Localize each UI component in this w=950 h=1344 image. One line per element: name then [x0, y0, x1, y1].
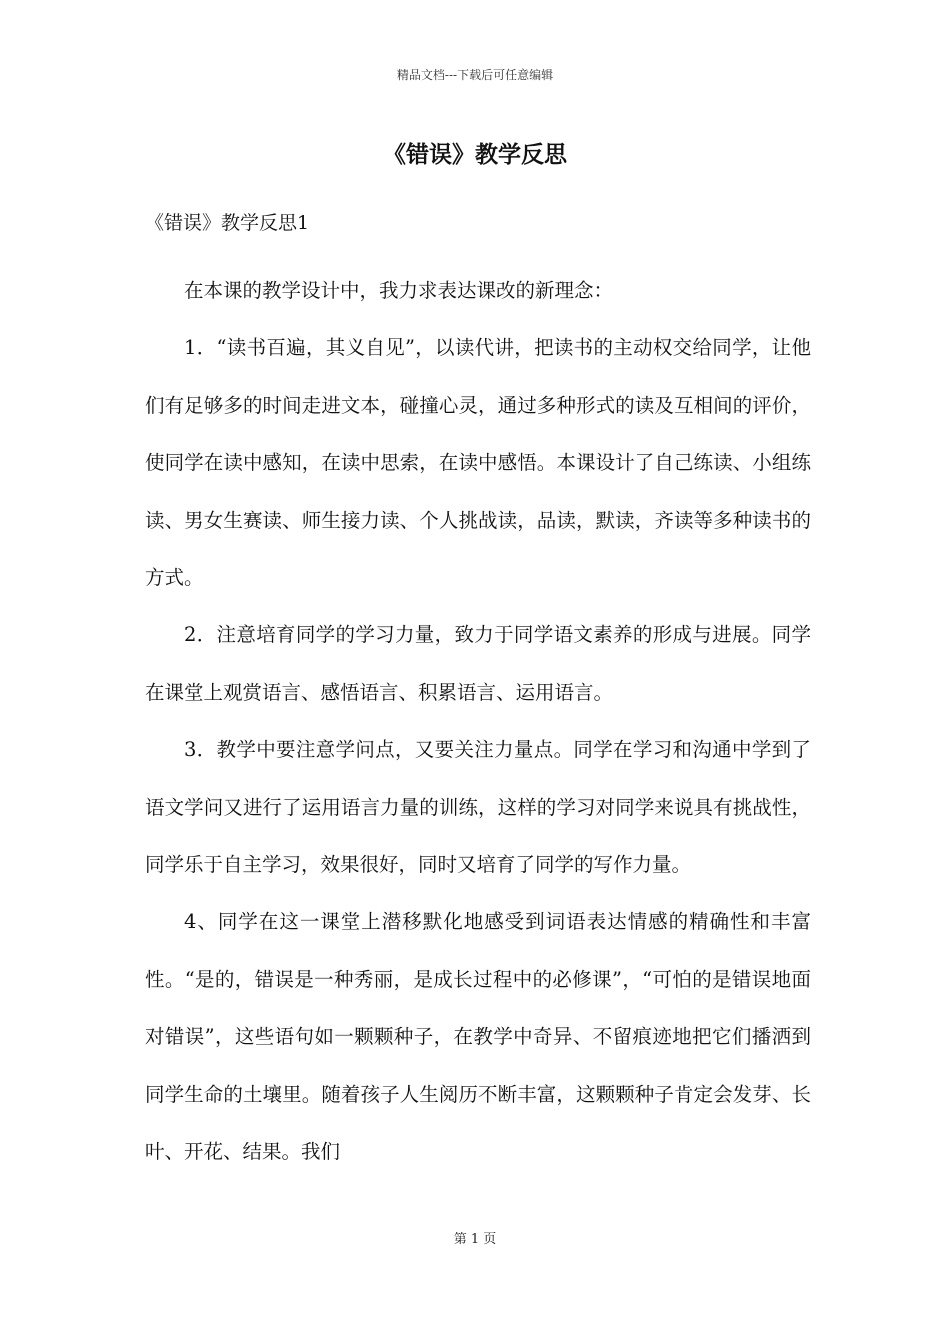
- document-title: 《错误》教学反思: [383, 141, 567, 168]
- header-note: 精品文档---下载后可任意编辑: [396, 68, 554, 82]
- paragraph-point-1: 1．“读书百遍，其义自见”，以读代讲，把读书的主动权交给同学，让他们有足够多的时间走进文本，碰撞心灵，通过多种形式的读及互相间的评价，使同学在读中感知，在读中思索，在读中感悟。本课设计了自己练读、小组练读、男女生赛读、师生接力读、个人挑战读，品读，默读，齐读等多种读书的方式。: [145, 336, 811, 590]
- page-number: 第 1 页: [453, 1232, 497, 1247]
- paragraph-point-3: 3．教学中要注意学问点，又要关注力量点。同学在学习和沟通中学到了语文学问又进行了运用语言力量的训练，这样的学习对同学来说具有挑战性，同学乐于自主学习，效果很好，同时又培育了同学的写作力量。: [145, 738, 811, 877]
- paragraph-intro: 在本课的教学设计中，我力求表达课改的新理念：: [184, 279, 614, 302]
- section-heading: 《错误》教学反思1: [145, 212, 310, 234]
- paragraph-point-2: 2．注意培育同学的学习力量，致力于同学语文素养的形成与进展。同学在课堂上观赏语言、感悟语言、积累语言、运用语言。: [145, 623, 811, 704]
- paragraph-point-4: 4、同学在这一课堂上潜移默化地感受到词语表达情感的精确性和丰富性。“是的，错误是一种秀丽，是成长过程中的必修课”，“可怕的是错误地面对错误”，这些语句如一颗颗种子，在教学中奇异、不留痕迹地把它们播洒到同学生命的土壤里。随着孩子人生阅历不断丰富，这颗颗种子肯定会发芽、长叶、开花、结果。我们: [145, 910, 811, 1164]
- document-body: [145, 262, 811, 1181]
